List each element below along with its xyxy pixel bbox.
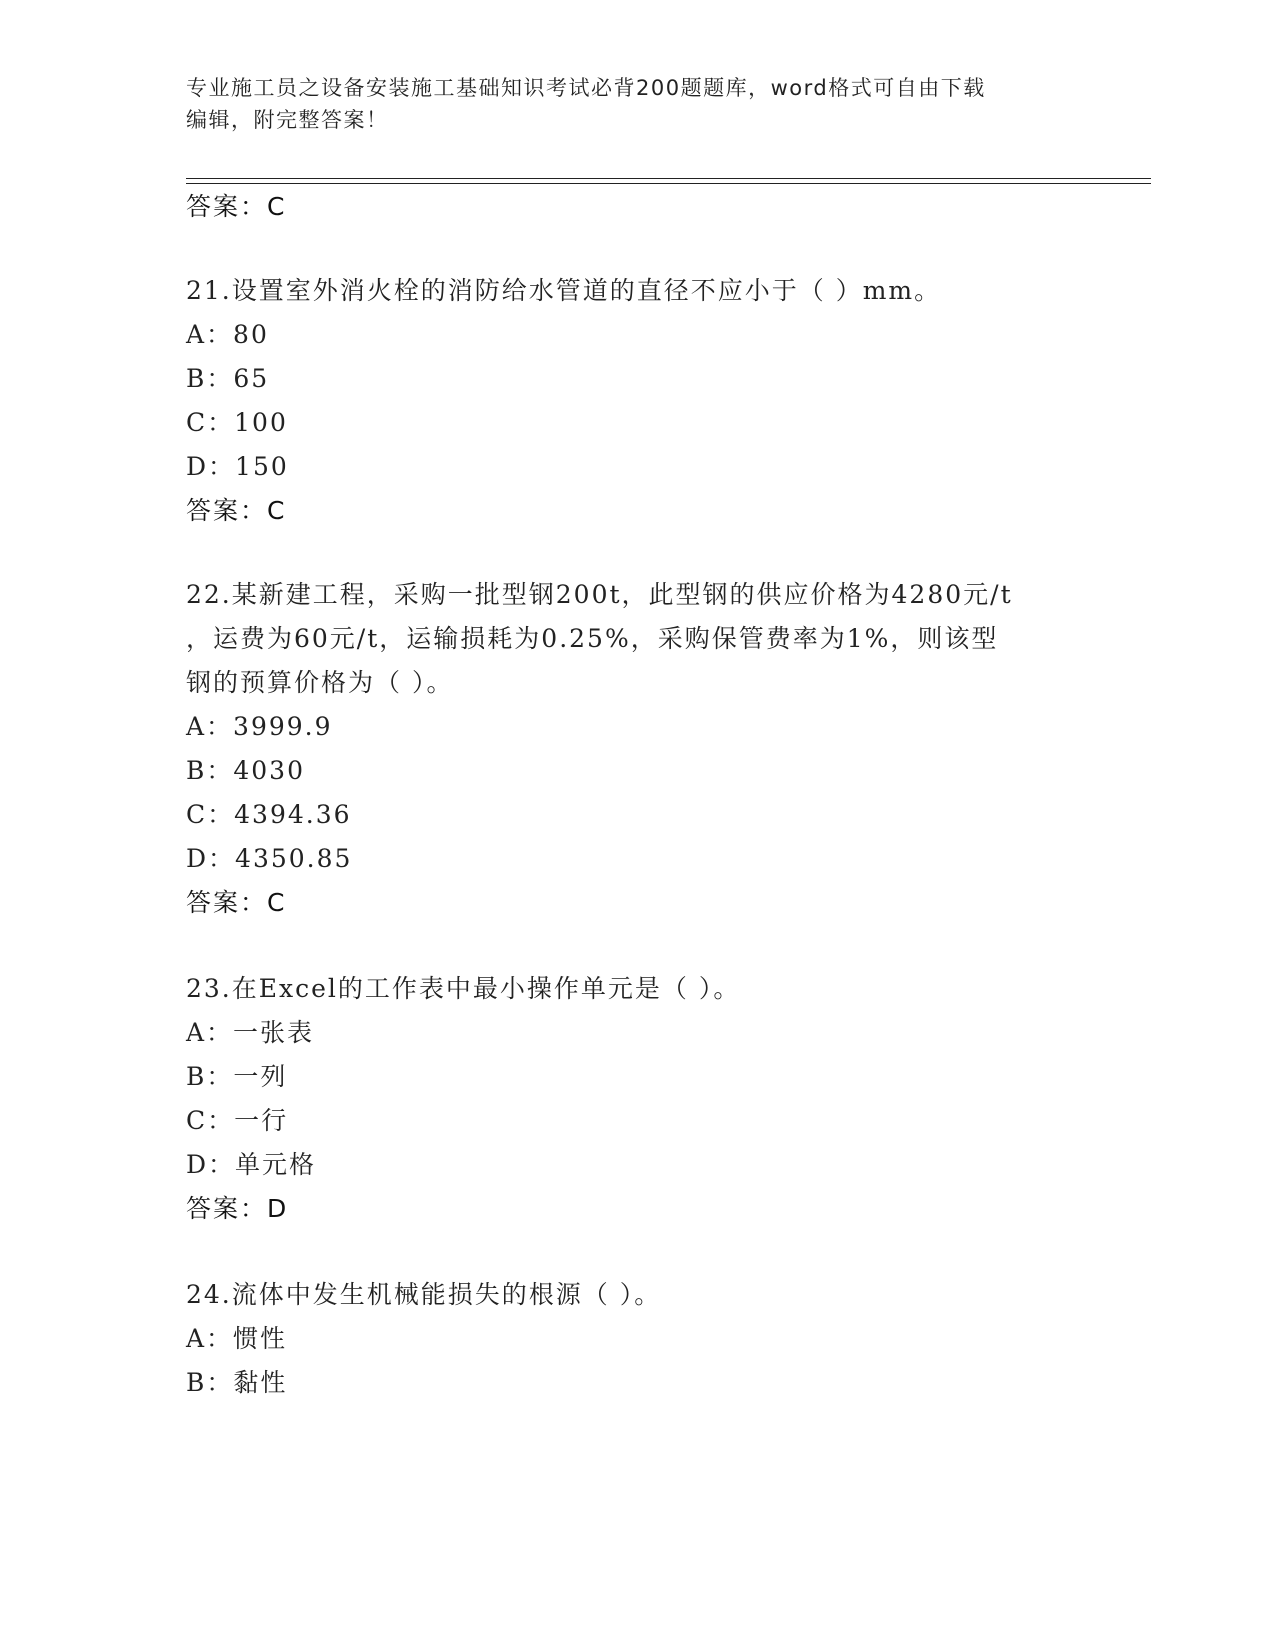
question-22-option-d: D：4350.85 — [186, 844, 353, 873]
question-22-stem-line-2: ，运费为60元/t，运输损耗为0.25%，采购保管费率为1%，则该型 — [186, 624, 999, 653]
question-23-option-b: B：一列 — [186, 1062, 288, 1091]
question-22-option-b: B：4030 — [186, 756, 305, 785]
question-21-stem: 21.设置室外消火栓的消防给水管道的直径不应小于（ ）mm。 — [186, 276, 942, 305]
question-23-answer: 答案：D — [186, 1194, 289, 1223]
question-21-option-a: A：80 — [186, 320, 269, 349]
question-22-option-a: A：3999.9 — [186, 712, 333, 741]
question-21-answer: 答案：C — [186, 496, 287, 525]
question-23-option-c: C：一行 — [186, 1106, 289, 1135]
header-divider-top — [186, 178, 1151, 179]
header-line-1: 专业施工员之设备安装施工基础知识考试必背200题题库，word格式可自由下载 — [186, 76, 986, 100]
question-23-stem: 23.在Excel的工作表中最小操作单元是（ ）。 — [186, 974, 741, 1003]
question-24-option-b: B：黏性 — [186, 1368, 288, 1397]
question-24-option-a: A：惯性 — [186, 1324, 288, 1353]
question-21-option-c: C：100 — [186, 408, 288, 437]
question-22-option-c: C：4394.36 — [186, 800, 352, 829]
question-22-stem-line-3: 钢的预算价格为（ ）。 — [186, 668, 454, 697]
question-23-option-a: A：一张表 — [186, 1018, 315, 1047]
question-22-stem-line-1: 22.某新建工程，采购一批型钢200t，此型钢的供应价格为4280元/t — [186, 580, 1013, 609]
header-divider-bottom — [186, 183, 1151, 184]
question-21-option-b: B：65 — [186, 364, 270, 393]
question-21-option-d: D：150 — [186, 452, 289, 481]
question-24-stem: 24.流体中发生机械能损失的根源（ ）。 — [186, 1280, 662, 1309]
question-22-answer: 答案：C — [186, 888, 287, 917]
document-header — [186, 72, 1066, 136]
answer-previous: 答案：C — [186, 192, 287, 221]
question-23-option-d: D：单元格 — [186, 1150, 317, 1179]
header-line-2: 编辑，附完整答案！ — [186, 108, 389, 132]
